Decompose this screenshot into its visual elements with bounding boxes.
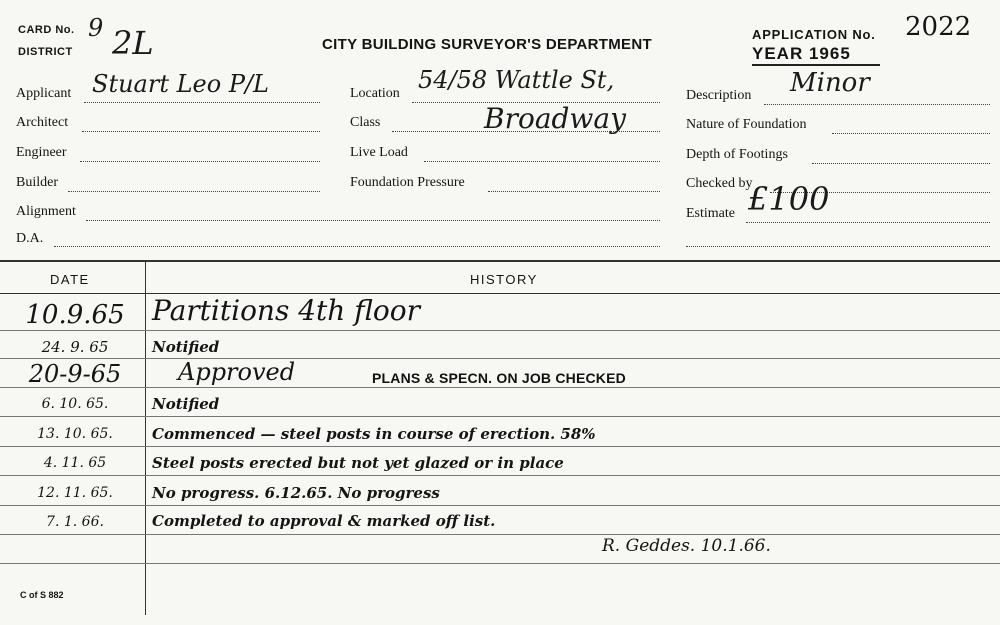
depth-of-footings-label: Depth of Footings	[686, 147, 788, 162]
architect-line	[82, 131, 320, 132]
history-date: 12. 11. 65.	[37, 485, 113, 501]
year-underline	[752, 64, 880, 66]
table-header-border	[0, 293, 1000, 294]
applicant-value: Stuart Leo P/L	[92, 70, 269, 98]
da-line	[54, 246, 660, 247]
extra-line	[686, 246, 990, 247]
history-entry: Commenced — steel posts in course of erection. 58%	[152, 425, 596, 443]
row-line	[0, 358, 1000, 359]
live-load-label: Live Load	[350, 145, 408, 160]
district-value: 2L	[112, 24, 154, 62]
application-number: 2022	[905, 12, 972, 42]
history-date: 24. 9. 65	[41, 338, 109, 356]
card-no-label: CARD No.	[18, 24, 75, 36]
card-no-value: 9	[88, 14, 104, 42]
application-label: APPLICATION No.	[752, 27, 876, 42]
description-line	[764, 104, 990, 105]
date-column-header: DATE	[50, 272, 90, 287]
depth-of-footings-line	[812, 163, 990, 164]
plans-checked-stamp: PLANS & SPECN. ON JOB CHECKED	[372, 370, 626, 386]
foundation-pressure-line	[488, 191, 660, 192]
row-line	[0, 387, 1000, 388]
description-value: Minor	[790, 68, 870, 98]
engineer-line	[80, 161, 320, 162]
location-label: Location	[350, 86, 400, 101]
da-label: D.A.	[16, 231, 44, 246]
history-date: 4. 11. 65	[43, 455, 107, 471]
alignment-label: Alignment	[16, 204, 76, 219]
class-label: Class	[350, 115, 381, 130]
history-entry: Completed to approval & marked off list.	[152, 512, 496, 530]
row-line	[0, 475, 1000, 476]
history-entry: Approved	[178, 358, 296, 386]
architect-label: Architect	[16, 115, 69, 130]
alignment-line	[86, 220, 660, 221]
live-load-line	[424, 161, 660, 162]
history-date: 7. 1. 66.	[46, 514, 104, 530]
builder-label: Builder	[16, 175, 58, 190]
surveyor-signature: R. Geddes. 10.1.66.	[602, 536, 771, 556]
row-line	[0, 330, 1000, 331]
row-line	[0, 563, 1000, 564]
history-date: 13. 10. 65.	[37, 426, 113, 442]
estimate-line	[746, 222, 990, 223]
engineer-label: Engineer	[16, 145, 67, 160]
district-label: DISTRICT	[18, 46, 73, 58]
class-line	[392, 131, 660, 132]
history-date: 6. 10. 65.	[41, 396, 109, 412]
estimate-label: Estimate	[686, 206, 735, 221]
history-entry: Notified	[152, 395, 220, 413]
description-label: Description	[686, 88, 752, 103]
location-value: 54/58 Wattle St,	[418, 66, 615, 94]
location-value-2: Broadway	[484, 102, 626, 135]
history-date: 20-9-65	[28, 360, 122, 388]
row-line	[0, 446, 1000, 447]
nature-of-foundation-line	[832, 133, 990, 134]
applicant-label: Applicant	[16, 86, 72, 101]
form-code: C of S 882	[20, 590, 64, 600]
history-entry: No progress. 6.12.65. No progress	[152, 484, 440, 502]
estimate-value: £100	[748, 180, 830, 218]
table-top-border	[0, 260, 1000, 262]
row-line	[0, 534, 1000, 535]
foundation-pressure-label: Foundation Pressure	[350, 175, 465, 190]
nature-of-foundation-label: Nature of Foundation	[686, 117, 807, 132]
history-entry: Partitions 4th floor	[152, 294, 421, 327]
year-label: YEAR 1965	[752, 44, 851, 63]
checked-by-label: Checked by	[686, 176, 753, 191]
department-title: CITY BUILDING SURVEYOR'S DEPARTMENT	[322, 36, 652, 53]
row-line	[0, 416, 1000, 417]
builder-line	[68, 191, 320, 192]
history-entry: Steel posts erected but not yet glazed or in place	[152, 454, 564, 472]
history-entry: Notified	[152, 338, 220, 356]
history-column-header: HISTORY	[470, 272, 538, 287]
applicant-line	[84, 102, 320, 103]
history-date: 10.9.65	[25, 300, 125, 330]
row-line	[0, 505, 1000, 506]
